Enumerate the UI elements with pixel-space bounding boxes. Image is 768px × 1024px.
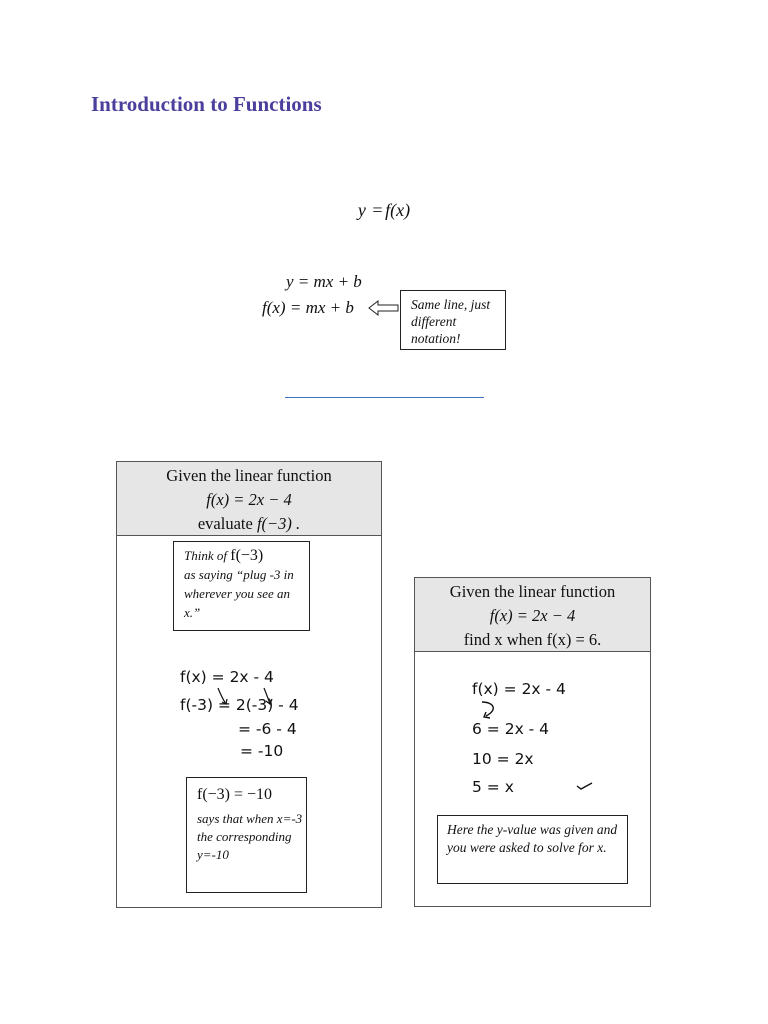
work-line: f(x) = 2x - 4 — [180, 668, 274, 686]
y-value-note: Here the y-value was given and you were asked to solve for x. — [437, 815, 628, 884]
main-equation-right: f(x) — [385, 200, 411, 220]
result-note — [186, 777, 307, 893]
work-line: = -10 — [240, 742, 284, 760]
solve-header-line1: Given the linear function — [449, 582, 616, 601]
left-arrow-icon — [368, 300, 400, 316]
evaluate-header-line1: Given the linear function — [166, 466, 332, 485]
curved-arrow-icon — [478, 700, 506, 720]
work-line: = -6 - 4 — [238, 720, 297, 738]
result-expression: f(−3) = −10 — [197, 786, 273, 803]
evaluate-header-expr: f(−3) . — [256, 514, 301, 533]
result-explanation: says that when x=-3 the corresponding y=-10 — [197, 811, 303, 862]
work-line: 5 = x — [472, 778, 514, 796]
page-title: Introduction to Functions — [91, 92, 322, 116]
think-note-expr: f(−3) — [230, 547, 264, 564]
work-line: 6 = 2x - 4 — [472, 720, 550, 738]
notation-note: Same line, just different notation! — [400, 290, 506, 350]
down-arrow-icon — [216, 686, 276, 708]
work-line: f(-3) = 2(-3) - 4 — [180, 696, 299, 714]
slope-intercept-equation: y = mx + b — [286, 272, 362, 291]
solve-card-header — [415, 578, 650, 652]
solve-header-task: find x when f(x) = 6. — [463, 630, 602, 649]
think-of-note — [173, 541, 310, 631]
solve-work — [472, 677, 566, 799]
evaluate-header-prefix: evaluate — [197, 514, 253, 533]
work-line: f(x) = 2x - 4 — [472, 680, 566, 698]
divider-line — [285, 397, 484, 398]
evaluate-card-header — [117, 462, 381, 536]
checkmark-icon — [576, 780, 594, 792]
main-equation-left: y — [357, 200, 366, 220]
evaluate-work — [180, 665, 299, 763]
main-equation — [0, 200, 768, 221]
think-note-body: as saying “plug -3 in wherever you see an x.” — [184, 567, 294, 620]
function-notation-equation: f(x) = mx + b — [262, 298, 354, 317]
think-note-prefix: Think of — [184, 548, 227, 563]
solve-header-function: f(x) = 2x − 4 — [489, 606, 576, 625]
evaluate-header-task — [117, 512, 381, 536]
evaluate-header-function: f(x) = 2x − 4 — [206, 490, 292, 509]
work-line: 10 = 2x — [472, 750, 534, 768]
main-equation-equals: = — [372, 200, 383, 220]
